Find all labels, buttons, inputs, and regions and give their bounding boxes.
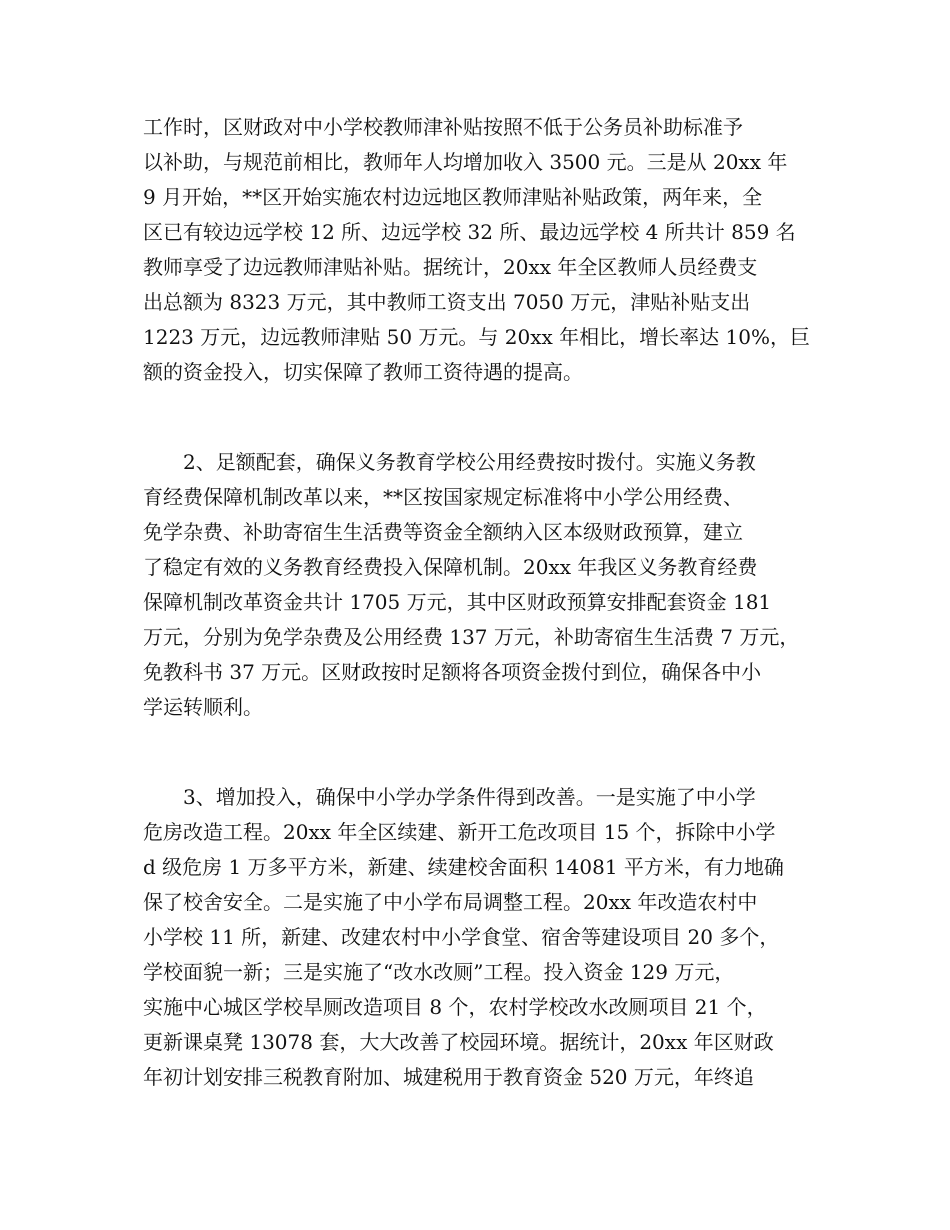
text-line: 以补助，与规范前相比，教师年人均增加收入 3500 元。三是从 20xx 年	[143, 150, 788, 174]
text-line: 学校面貌一新；三是实施了“改水改厕”工程。投入资金 129 万元，	[143, 960, 735, 984]
text-line: 2、足额配套，确保义务教育学校公用经费按时拨付。实施义务教	[183, 450, 756, 474]
text-line: 了稳定有效的义务教育经费投入保障机制。20xx 年我区义务教育经费	[143, 555, 758, 579]
text-line: 出总额为 8323 万元，其中教师工资支出 7050 万元，津贴补贴支出	[143, 290, 751, 314]
text-line: 危房改造工程。20xx 年全区续建、新开工危改项目 15 个，拆除中小学	[143, 820, 776, 844]
text-line: 3、增加投入，确保中小学办学条件得到改善。一是实施了中小学	[183, 785, 756, 809]
text-line: 教师享受了边远教师津贴补贴。据统计，20xx 年全区教师人员经费支	[143, 255, 758, 279]
text-line: 9 月开始，**区开始实施农村边远地区教师津贴补贴政策，两年来，全	[143, 185, 763, 209]
text-line: 保了校舍安全。二是实施了中小学布局调整工程。20xx 年改造农村中	[143, 890, 758, 914]
text-line: 保障机制改革资金共计 1705 万元，其中区财政预算安排配套资金 181	[143, 590, 772, 614]
text-line: 学运转顺利。	[143, 695, 263, 719]
text-line: 实施中心城区学校旱厕改造项目 8 个，农村学校改水改厕项目 21 个，	[143, 995, 767, 1019]
text-line: 小学校 11 所，新建、改建农村中小学食堂、宿舍等建设项目 20 多个，	[143, 925, 780, 949]
text-line: 额的资金投入，切实保障了教师工资待遇的提高。	[143, 360, 583, 384]
text-line: 区已有较边远学校 12 所、边远学校 32 所、最边远学校 4 所共计 859 名	[143, 220, 796, 244]
text-line: 免学杂费、补助寄宿生生活费等资金全额纳入区本级财政预算，建立	[143, 520, 743, 544]
text-line: 万元，分别为免学杂费及公用经费 137 万元，补助寄宿生生活费 7 万元，	[143, 625, 800, 649]
text-line: 年初计划安排三税教育附加、城建税用于教育资金 520 万元，年终追	[143, 1065, 754, 1089]
text-line: 育经费保障机制改革以来，**区按国家规定标准将中小学公用经费、	[143, 485, 743, 509]
text-line: 更新课桌凳 13078 套，大大改善了校园环境。据统计，20xx 年区财政	[143, 1030, 774, 1054]
text-line: d 级危房 1 万多平方米，新建、续建校舍面积 14081 平方米，有力地确	[143, 855, 784, 879]
text-line: 免教科书 37 万元。区财政按时足额将各项资金拨付到位，确保各中小	[143, 660, 762, 684]
text-line: 工作时，区财政对中小学校教师津补贴按照不低于公务员补助标准予	[143, 115, 743, 139]
text-line: 1223 万元，边远教师津贴 50 万元。与 20xx 年相比，增长率达 10%，巨	[143, 325, 810, 349]
